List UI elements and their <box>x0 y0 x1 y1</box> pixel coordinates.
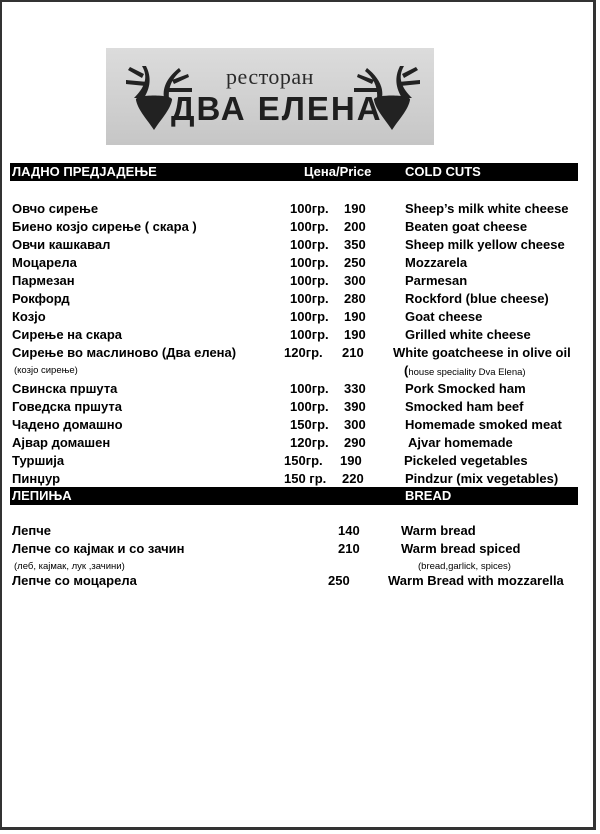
item-name-mk: Чадено домашно <box>12 417 123 432</box>
cold-note-text: house speciality Dva Elena) <box>408 367 526 378</box>
item-name-en: Beaten goat cheese <box>405 219 528 234</box>
item-price: 250 <box>328 573 350 588</box>
menu-item <box>0 453 600 471</box>
item-name-en: Pickeled vegetables <box>404 453 528 468</box>
item-weight: 100гр. <box>290 237 329 252</box>
section-title-en: COLD CUTS <box>405 164 481 179</box>
cold-note-paren: ( <box>404 363 409 378</box>
item-price: 210 <box>338 541 360 556</box>
item-weight: 100гр. <box>290 399 329 414</box>
item-name-mk: Ајвар домашен <box>12 435 111 450</box>
item-price: 210 <box>342 345 364 360</box>
item-name-en: Ajvar homemade <box>408 435 513 450</box>
item-name-en: Mozzarela <box>405 255 468 270</box>
cold-note-mk: (козјо сирење) <box>14 365 78 376</box>
item-price: 190 <box>340 453 362 468</box>
item-name-mk: Козјо <box>12 309 46 324</box>
item-name-mk: Пармезан <box>12 273 75 288</box>
item-price: 300 <box>344 273 366 288</box>
item-weight: 100гр. <box>290 327 329 342</box>
item-name-mk: Сирење на скара <box>12 327 123 342</box>
item-weight: 150 гр. <box>284 471 327 486</box>
section-bar-cold-cuts <box>10 163 578 181</box>
menu-item <box>0 255 600 273</box>
item-price: 330 <box>344 381 366 396</box>
item-name-mk: Пинџур <box>12 471 61 486</box>
item-weight: 150гр. <box>284 453 323 468</box>
item-price: 140 <box>338 523 360 538</box>
item-weight: 150гр. <box>290 417 329 432</box>
item-weight: 100гр. <box>290 381 329 396</box>
menu-item <box>0 381 600 399</box>
item-weight: 100гр. <box>290 201 329 216</box>
menu-item <box>0 291 600 309</box>
item-price: 280 <box>344 291 366 306</box>
menu-item <box>0 219 600 237</box>
menu-item <box>0 327 600 345</box>
item-weight: 120гр. <box>290 435 329 450</box>
section-bar-bread <box>10 487 578 505</box>
item-name-en: Smocked ham beef <box>405 399 524 414</box>
item-name-en: White goatcheese in olive oil <box>393 345 571 360</box>
section-title-mk: ЛАДНО ПРЕДЈАДЕЊЕ <box>12 164 157 179</box>
item-price: 390 <box>344 399 366 414</box>
item-name-mk: Сирење во маслиново (Два елена) <box>12 345 237 360</box>
menu-item <box>0 417 600 435</box>
item-weight: 100гр. <box>290 309 329 324</box>
item-name-en: Warm Bread with mozzarella <box>388 573 564 588</box>
section-title-mk: ЛЕПИЊА <box>12 488 72 503</box>
item-name-en: Parmesan <box>405 273 468 288</box>
item-name-en: Warm bread <box>401 523 476 538</box>
item-name-en: Pork Smocked ham <box>405 381 526 396</box>
bread-note-mk: (леб, кајмак, лук ,зачини) <box>14 561 125 572</box>
menu-item <box>0 541 600 559</box>
item-name-en: Homemade smoked meat <box>405 417 562 432</box>
item-price: 190 <box>344 327 366 342</box>
item-weight: 100гр. <box>290 273 329 288</box>
item-name-mk: Лепче со моцарела <box>12 573 137 588</box>
section-title-en: BREAD <box>405 488 452 503</box>
menu-item <box>0 345 600 363</box>
item-name-mk: Туршија <box>12 453 65 468</box>
item-name-en: Rockford (blue cheese) <box>405 291 549 306</box>
item-name-mk: Моцарела <box>12 255 77 270</box>
item-price: 190 <box>344 201 366 216</box>
item-name-mk: Лепче со кајмак и со зачин <box>12 541 185 556</box>
item-weight: 100гр. <box>290 255 329 270</box>
item-price: 350 <box>344 237 366 252</box>
item-price: 190 <box>344 309 366 324</box>
item-name-en: Pindzur (mix vegetables) <box>405 471 559 486</box>
logo-line-1: ресторан <box>226 64 314 89</box>
cold-note-en <box>404 363 526 378</box>
price-header: Цена/Price <box>304 164 372 179</box>
menu-item <box>0 399 600 417</box>
item-price: 220 <box>342 471 364 486</box>
item-price: 300 <box>344 417 366 432</box>
item-name-en: Goat cheese <box>405 309 483 324</box>
item-name-mk: Биено козјо сирење ( скара ) <box>12 219 197 234</box>
item-name-en: Sheep’s milk white cheese <box>405 201 569 216</box>
item-name-mk: Говедска пршута <box>12 399 122 414</box>
menu-item <box>0 523 600 541</box>
menu-item <box>0 273 600 291</box>
item-name-mk: Свинска пршута <box>12 381 118 396</box>
item-weight: 120гр. <box>284 345 323 360</box>
item-price: 250 <box>344 255 366 270</box>
menu-item <box>0 573 600 591</box>
item-weight: 100гр. <box>290 291 329 306</box>
item-name-mk: Овчо сирење <box>12 201 99 216</box>
item-name-en: Grilled white cheese <box>405 327 531 342</box>
menu-item <box>0 201 600 219</box>
restaurant-logo <box>106 48 434 145</box>
item-price: 290 <box>344 435 366 450</box>
item-name-mk: Овчи кашкавал <box>12 237 111 252</box>
item-name-mk: Лепче <box>12 523 51 538</box>
item-name-en: Sheep milk yellow cheese <box>405 237 565 252</box>
item-name-mk: Рокфорд <box>12 291 70 306</box>
logo-line-2: ДВА ЕЛЕНА <box>171 90 383 127</box>
item-price: 200 <box>344 219 366 234</box>
menu-item <box>0 435 600 453</box>
menu-item <box>0 309 600 327</box>
menu-item <box>0 237 600 255</box>
bread-note-en: (bread,garlick, spices) <box>418 561 511 572</box>
item-weight: 100гр. <box>290 219 329 234</box>
item-name-en: Warm bread spiced <box>401 541 521 556</box>
